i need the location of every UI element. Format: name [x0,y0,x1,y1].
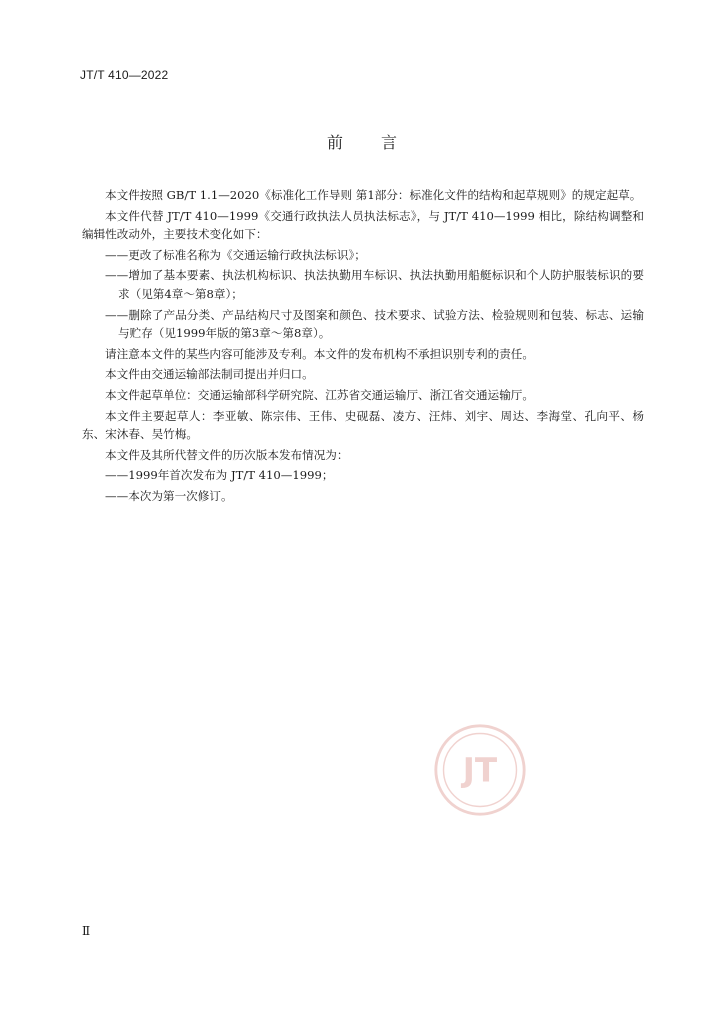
page-title: 前言 [326,133,435,152]
paragraph-history-intro: 本文件及其所代替文件的历次版本发布情况为： [105,447,349,462]
paragraph-patent-notice: 请注意本文件的某些内容可能涉及专利。本文件的发布机构不承担识别专利的责任。 [105,346,534,361]
paragraph-drafting-units: 本文件起草单位：交通运输部科学研究院、江苏省交通运输厅、浙江省交通运输厅。 [105,387,534,402]
jt-watermark-seal [432,722,528,818]
page-number: Ⅱ [82,924,91,938]
history-item-revision: ——本次为第一次修订。 [105,488,233,503]
seal-text: JT [462,751,498,790]
change-item-name: ——更改了标准名称为《交通运输行政执法标识》； [105,247,366,262]
document-code: JT/T 410—2022 [80,68,169,82]
history-item-first: ——1999年首次发布为 JT/T 410—1999； [105,468,334,483]
foreword-body [82,186,644,508]
paragraph-drafting-rules: 本文件按照 GB/T 1.1—2020《标准化工作导则 第1部分：标准化文件的结构和起草规则》的规定起草。 [105,188,642,202]
paragraph-replacement: 本文件代替 JT/T 410—1999《交通行政执法人员执法标志》，与 JT/T 410—1999 相比，除结构调整和编辑性改动外，主要技术变化如下： [82,208,644,242]
change-item-added: ——增加了基本要素、执法机构标识、执法执勤用车标识、执法执勤用船艇标识和个人防护服装标识的要求（见第4章～第8章）； [105,268,644,301]
paragraph-drafters: 本文件主要起草人：李亚敏、陈宗伟、王伟、史砚磊、凌方、汪炜、刘宇、周达、李海堂、孔向平、杨东、宋沐春、吴竹梅。 [82,408,644,442]
paragraph-proposer: 本文件由交通运输部法制司提出并归口。 [105,367,314,382]
change-item-deleted: ——删除了产品分类、产品结构尺寸及图案和颜色、技术要求、试验方法、检验规则和包装、标志、运输与贮存（见1999年版的第3章～第8章）。 [105,307,644,341]
